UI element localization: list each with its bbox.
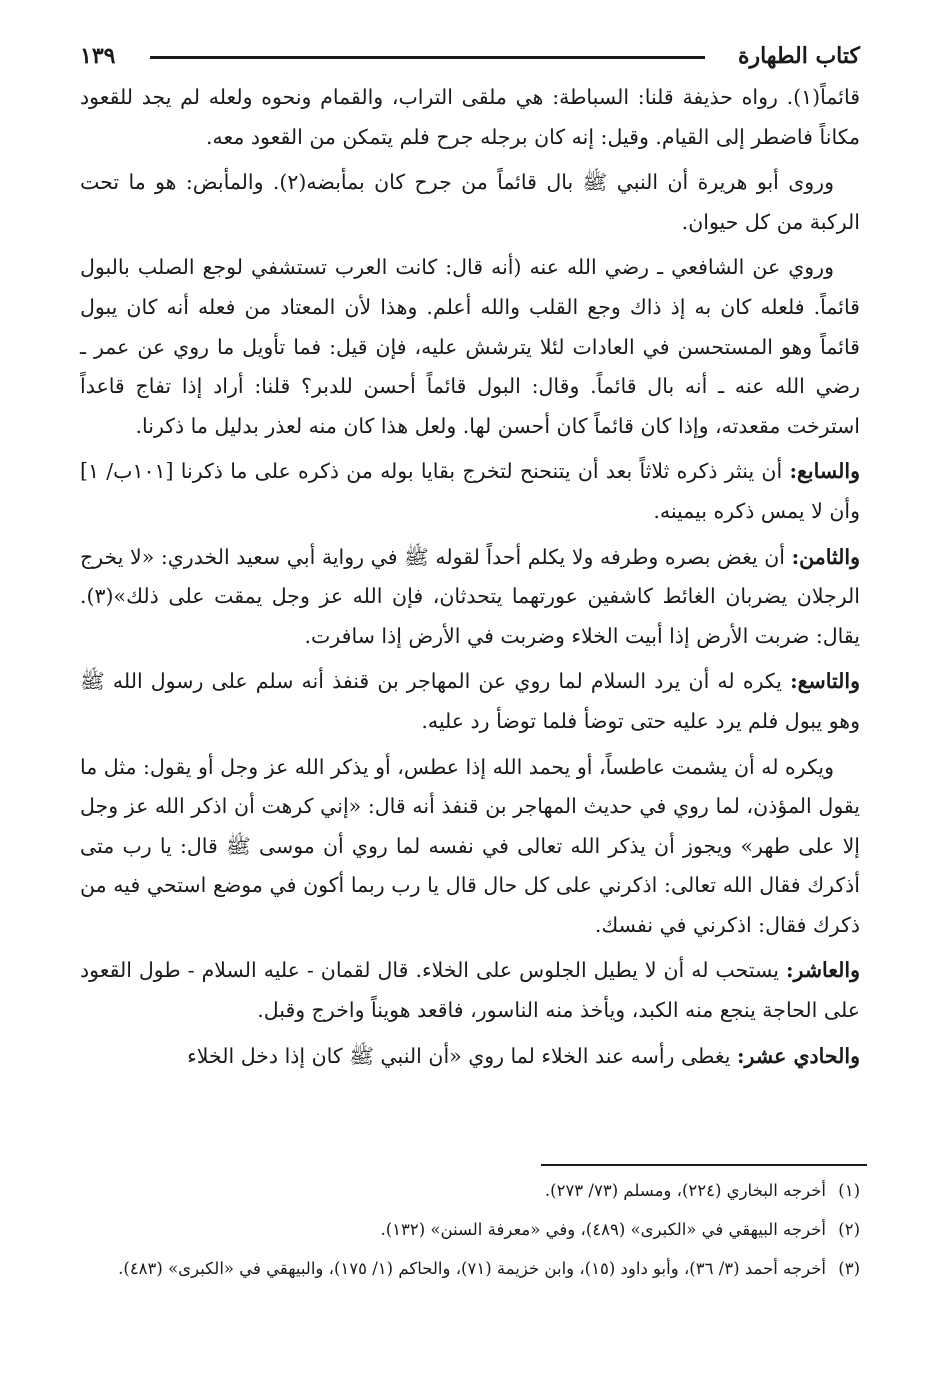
- paragraph: [80, 951, 860, 1030]
- paragraph-text: وروى أبو هريرة أن النبي ﷺ بال قائماً من جرح كان بمأبضه(٢). والمأبض: هو ما تحت الركبة من كل حيوان.: [80, 170, 860, 234]
- paragraph: [80, 538, 860, 657]
- paragraph: [80, 452, 860, 531]
- footnotes: [80, 1176, 860, 1293]
- footnote-number: (١): [838, 1181, 860, 1200]
- paragraph-text: أن يغض بصره وطرفه ولا يكلم أحداً لقوله ﷺ في رواية أبي سعيد الخدري: «لا يخرج الرجلان يضربان الغائط كاشفين عورتهما يتحدثان، فإن الله عز وجل يمقت على ذلك»(٣). يقال: ضربت الأرض إذا أبيت الخلاء وضربت في الأرض إذا سافرت.: [80, 544, 860, 648]
- footnote-text: أخرجه البيهقي في «الكبرى» (٤٨٩)، وفي «معرفة السنن» (١٣٢).: [380, 1220, 826, 1239]
- paragraph-heading: والسابع:: [789, 459, 860, 484]
- paragraph: [80, 248, 860, 446]
- paragraph: [80, 78, 860, 157]
- paragraph-text: أن ينثر ذكره ثلاثاً بعد أن يتنحنح لتخرج بقايا بوله من ذكره على ما ذكرنا [١٠١ب/ ١] وأن لا يمس ذكره بيمينه.: [80, 459, 860, 523]
- footnote: [80, 1254, 860, 1284]
- paragraph-heading: والثامن:: [791, 544, 860, 569]
- body-text: [80, 78, 860, 1076]
- paragraph-text: يستحب له أن لا يطيل الجلوس على الخلاء. قال لقمان - عليه السلام - طول القعود على الحاجة ينجع منه الكبد، ويأخذ منه الناسور، فاقعد هويناً واخرج وقبل.: [80, 958, 860, 1023]
- paragraph-text: يكره له أن يرد السلام لما روي عن المهاجر بن قنفذ أنه سلم على رسول الله ﷺ وهو يبول فلم يرد عليه حتى توضأ فلما توضأ رد عليه.: [80, 669, 860, 733]
- page-number: ١٣٩: [80, 43, 116, 69]
- footnote: [80, 1215, 860, 1245]
- paragraph-heading: والعاشر:: [785, 958, 860, 983]
- footnote-number: (٢): [838, 1220, 860, 1239]
- footnote-text: أخرجه البخاري (٢٢٤)، ومسلم (٧٣/ ٢٧٣).: [544, 1181, 826, 1200]
- footnote-separator: [541, 1164, 867, 1166]
- paragraph-heading: والتاسع:: [790, 669, 860, 694]
- paragraph: [80, 1037, 860, 1077]
- footnote-number: (٣): [838, 1259, 860, 1278]
- paragraph-text: ويكره له أن يشمت عاطساً، أو يحمد الله إذا عطس، أو يذكر الله عز وجل أو يقول: مثل ما يقول المؤذن، لما روي في حديث المهاجر بن قنفذ أنه قال: «إني كرهت أن اذكر الله عز وجل إلا على طهر» ويجوز أن يذكر الله تعالى في نفسه لما روي أن موسى ﷺ قال: يا رب متى أذكرك فقال الله تعالى: اذكرني على كل حال قال يا رب ربما أكون في موضع استحي فيه من ذكرك فقال: اذكرني في نفسك.: [80, 754, 860, 937]
- page-header: [80, 36, 860, 76]
- paragraph-text: قائماً(١). رواه حذيفة قلنا: السباطة: هي ملقى التراب، والقمام ونحوه ولعله لم يجد للقعود مكاناً فاضطر إلى القيام. وقيل: إنه كان برجله جرح فلم يتمكن من القعود معه.: [80, 85, 860, 149]
- paragraph: [80, 748, 860, 946]
- paragraph: [80, 163, 860, 242]
- paragraph-text: يغطى رأسه عند الخلاء لما روي «أن النبي ﷺ كان إذا دخل الخلاء: [187, 1043, 737, 1068]
- paragraph: [80, 662, 860, 741]
- running-title: كتاب الطهارة: [737, 43, 860, 69]
- paragraph-heading: والحادي عشر:: [736, 1043, 860, 1068]
- header-rule: [150, 56, 705, 59]
- footnote: [80, 1176, 860, 1206]
- footnote-text: أخرجه أحمد (٣/ ٣٦)، وأبو داود (١٥)، وابن خزيمة (٧١)، والحاكم (١/ ١٧٥)، والبيهقي في «الكبرى» (٤٨٣).: [118, 1259, 826, 1278]
- paragraph-text: وروي عن الشافعي ـ رضي الله عنه (أنه قال: كانت العرب تستشفي لوجع الصلب بالبول قائماً. فلعله كان به إذ ذاك وجع القلب والله أعلم. وهذا لأن المعتاد من فعله أنه كان يبول قائماً وهو المستحسن في العادات لئلا يترشش عليه، فإن قيل: فما تأويل ما روي عن عمر ـ رضي الله عنه ـ أنه بال قائماً. وقال: البول قائماً أحسن للدبر؟ قلنا: أراد إذا تفاج قاعداً استرخت مقعدته، وإذا كان قائماً كان أحسن لها. ولعل هذا كان منه لعذر بدليل ما ذكرنا.: [80, 255, 860, 438]
